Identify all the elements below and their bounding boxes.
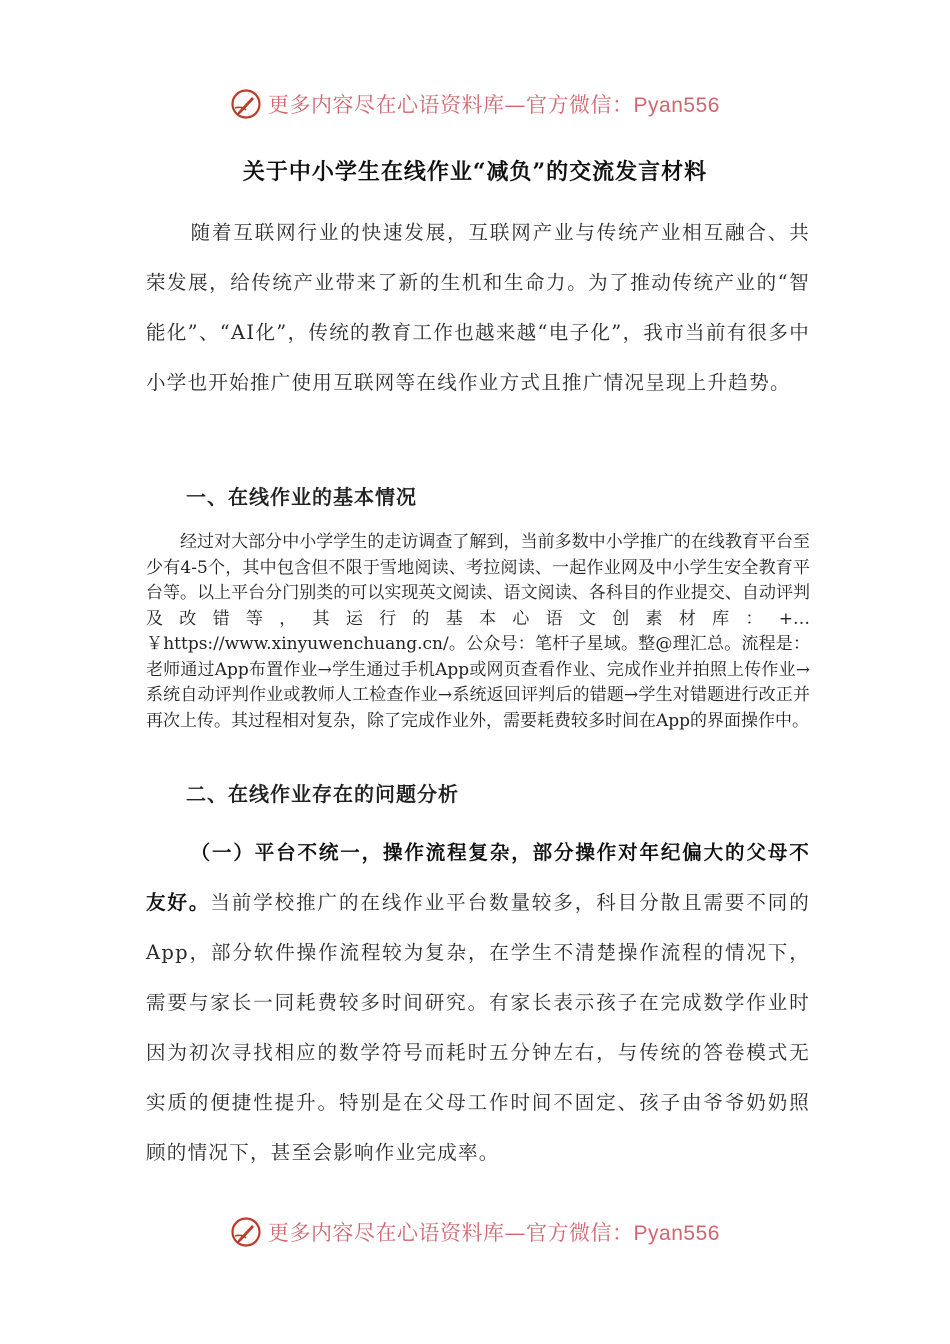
subsection1-paragraph <box>146 828 810 1178</box>
subsection1-body: 当前学校推广的在线作业平台数量较多，科目分散且需要不同的App，部分软件操作流程较为复杂，在学生不清楚操作流程的情况下，需要与家长一同耗费较多时间研究。有家长表示孩子在完成数学作业时因为初次寻找相应的数学符号而耗时五分钟左右，与传统的答卷模式无实质的便捷性提升。特别是在父母工作时间不固定、孩子由爷爷奶奶照顾的情况下，甚至会影响作业完成率。 <box>146 891 810 1164</box>
wechat-id: Pyan556 <box>633 1222 720 1245</box>
document-title: 关于中小学生在线作业“减负”的交流发言材料 <box>242 159 708 185</box>
header-banner <box>0 84 950 124</box>
pen-logo-icon <box>230 88 262 120</box>
footer-banner <box>0 1212 950 1252</box>
section2-heading: 二、在线作业存在的问题分析 <box>186 782 459 806</box>
banner-text: 更多内容尽在心语资料库—官方微信：Pyan556 <box>268 1221 720 1245</box>
intro-paragraph: 随着互联网行业的快速发展，互联网产业与传统产业相互融合、共荣发展，给传统产业带来了新的生机和生命力。为了推动传统产业的“智能化”、“AI化”，传统的教育工作也越来越“电子化”，我市当前有很多中小学也开始推广使用互联网等在线作业方式且推广情况呈现上升趋势。 <box>146 221 810 394</box>
pen-logo-icon <box>230 1216 262 1248</box>
section1-paragraph: 经过对大部分中小学学生的走访调查了解到，当前多数中小学推广的在线教育平台至少有4-5个，其中包含但不限于雪地阅读、考拉阅读、一起作业网及中小学生安全教育平台等。以上平台分门别类的可以实现英文阅读、语文阅读、各科目的作业提交、自动评判及改错等，其运行的基本心语文创素材库：+…￥https://www.xinyuwenchuang.cn/。公众号：笔杆子星域。整@理汇总。流程是：老师通过App布置作业→学生通过手机App或网页查看作业、完成作业并拍照上传作业→系统自动评判作业或教师人工检查作业→系统返回评判后的错题→学生对错题进行改正并再次上传。其过程相对复杂，除了完成作业外，需要耗费较多时间在App的界面操作中。 <box>146 532 810 731</box>
section1-heading: 一、在线作业的基本情况 <box>186 485 417 509</box>
wechat-id: Pyan556 <box>633 94 720 117</box>
subsection1-lead: （一）平台不统一，操作流程复杂，部分操作对年纪偏大的父母不友好。 <box>146 841 810 914</box>
banner-text: 更多内容尽在心语资料库—官方微信：Pyan556 <box>268 93 720 117</box>
